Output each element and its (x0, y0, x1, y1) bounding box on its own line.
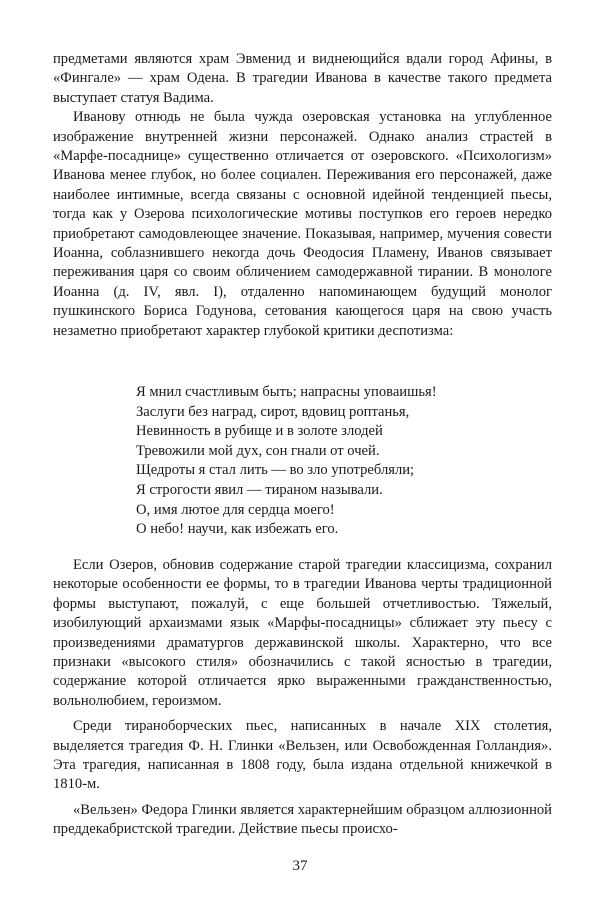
top-text-block (53, 50, 552, 341)
bottom-text-block (53, 556, 552, 840)
verse-line: О небо! научи, как избежать его. (136, 521, 339, 538)
paragraph: предметами являются храм Эвменид и виднеющийся вдали город Афины, в «Фингале» — храм Одена. В трагедии Иванова в качестве такого предмета выступает статуя Вадима. (53, 51, 552, 106)
verse-line: Я строгости явил — тираном называли. (136, 481, 383, 498)
paragraph: Иванову отнюдь не была чужда озеровская установка на углубленное изображение внутренней жизни персонажей. Однако анализ страстей в «Марфе-посаднице» существенно отличается от озеровского. «Психологизм» Иванова менее глубок, но более социален. Переживания его персонажей, даже наиболее интимные, всегда связаны с основной идейной тенденцией пьесы, тогда как у Озерова психологические мотивы поступков его героев нередко приобретают самодовлеющее значение. Показывая, например, мучения совести Иоанна, соблазнившего некогда дочь Феодосия Пламену, Иванов связывает переживания царя со своим обличением самодержавной тирании. В монологе Иоанна (д. IV, явл. I), отдаленно напоминающем будущий монолог пушкинского Бориса Годунова, сетования кающегося царя на свою участь незаметно приобретают характер глубокой критики деспотизма: (53, 109, 552, 339)
paragraph: Среди тираноборческих пьес, написанных в начале XIX столетия, выделяется трагедия Ф. Н. Глинки «Вельзен, или Освобожденная Голландия». Эта трагедия, написанная в 1808 году, была издана отдельной книжечкой в 1810-м. (53, 718, 552, 793)
verse-line: Тревожили мой дух, сон гнали от очей. (136, 442, 380, 459)
verse-quotation (136, 383, 496, 540)
verse-line: Щедроты я стал лить — во зло употребляли; (136, 462, 415, 479)
verse-line: Заслуги без наград, сирот, вдовиц роптанья, (136, 403, 410, 420)
verse-line: Я мнил счастливым быть; напрасны уповаишья! (136, 384, 437, 400)
page-number: 37 (292, 858, 308, 874)
verse-line: О, имя лютое для сердца моего! (136, 501, 335, 518)
paragraph: «Вельзен» Федора Глинки является характернейшим образцом аллюзионной преддекабристской трагедии. Действие пьесы происхо- (53, 801, 552, 838)
paragraph: Если Озеров, обновив содержание старой трагедии классицизма, сохранил некоторые особенности ее формы, то в трагедии Иванова черты традиционной формы выступают, пожалуй, с еще большей отчетливостью. Тяжелый, изобилующий архаизмами язык «Марфы-посадницы» сближает эту пьесу с произведениями драматургов державинской школы. Характерно, что все признаки «высокого стиля» обозначились с такой ясностью в трагедии, содержание которой отличается ярко выраженными гражданственностью, вольнолюбием, героизмом. (53, 557, 552, 709)
verse-line: Невинность в рубище и в золоте злодей (136, 423, 383, 440)
